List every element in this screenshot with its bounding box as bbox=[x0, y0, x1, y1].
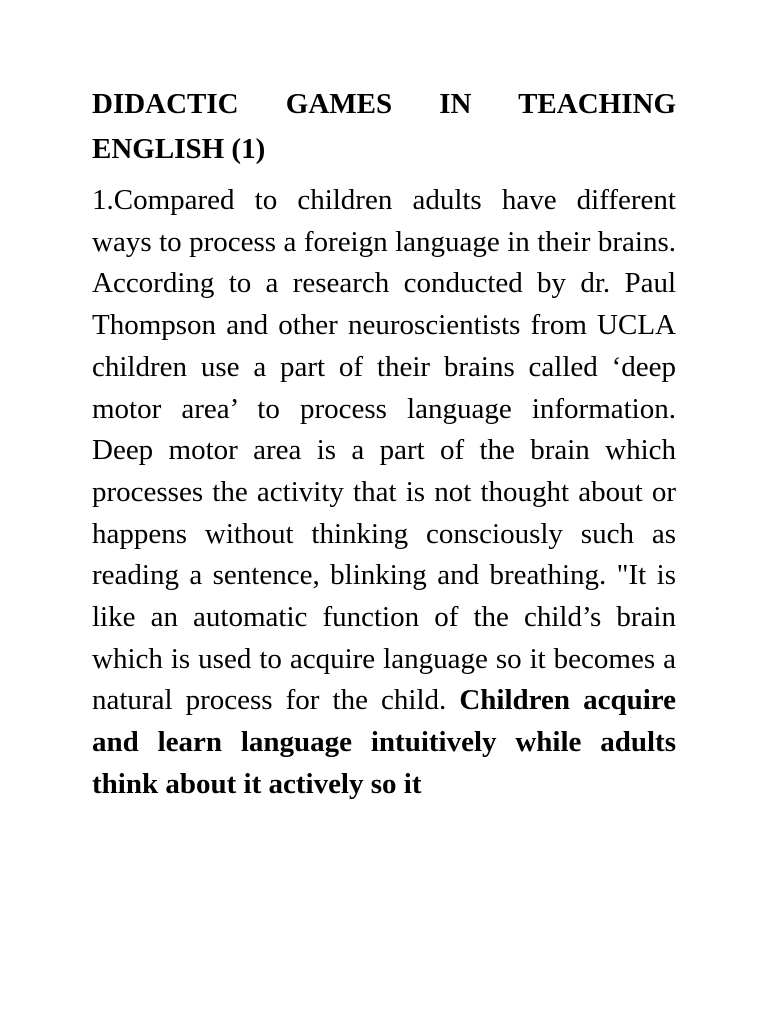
paragraph-text: 1.Compared to children adults have different ways to process a foreign language in their brains. According to a research conducted by dr. Paul Thompson and other neuroscientists from UCLA children use a part of their brains called ‘deep motor area’ to process language information. Deep motor area is a part of the brain which processes the activity that is not thought about or happens without thinking consciously such as reading a sentence, blinking and breathing. "It is like an automatic function of the child’s brain which is used to acquire language so it becomes a natural process for the child. bbox=[92, 184, 676, 717]
document-page bbox=[92, 82, 676, 806]
paragraph-bold-text: Children acquire and learn language intuitively while adults think about it actively so it bbox=[92, 684, 676, 800]
document-title: DIDACTIC GAMES IN TEACHING ENGLISH (1) bbox=[92, 88, 676, 165]
body-paragraph bbox=[92, 180, 676, 806]
